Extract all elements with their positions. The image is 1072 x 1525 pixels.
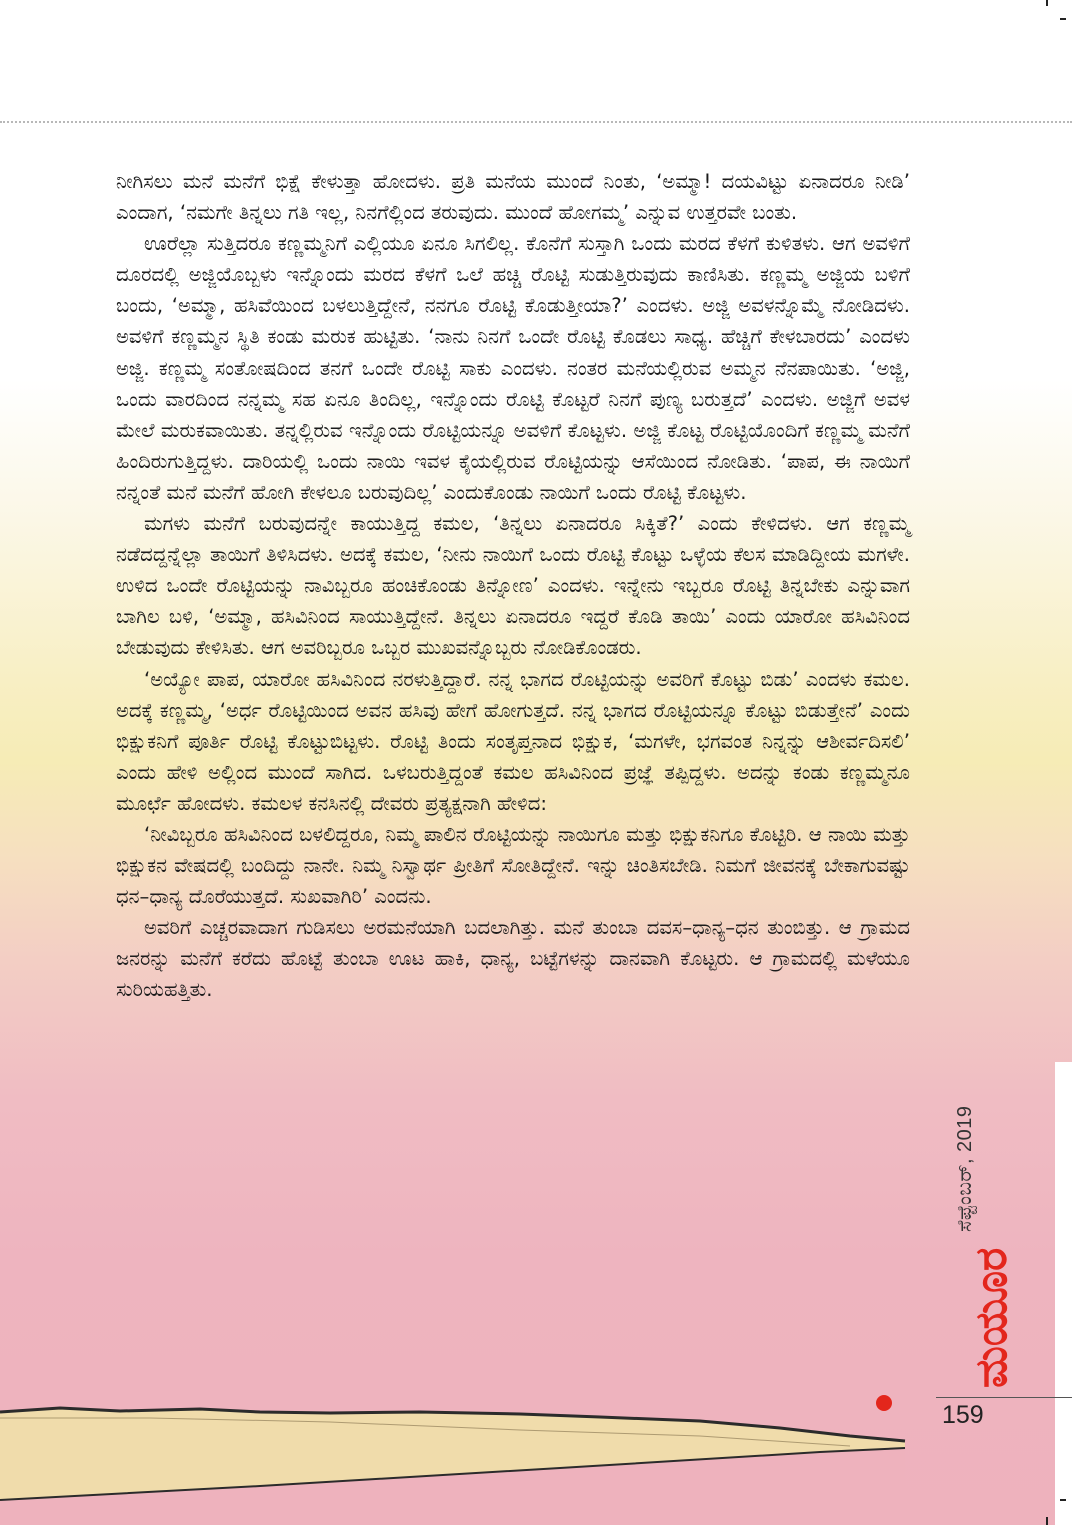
paragraph: ನೀಗಿಸಲು ಮನೆ ಮನೆಗೆ ಭಿಕ್ಷೆ ಕೇಳುತ್ತಾ ಹೋದಳು. ಪ್ರತಿ ಮನೆಯ ಮುಂದೆ ನಿಂತು, ‘ಅಮ್ಮಾ! ದಯವಿಟ್ಟು ಏನಾದರೂ ನೀಡಿ’ ಎಂದಾಗ, ‘ನಮಗೇ ತಿನ್ನಲು ಗತಿ ಇಲ್ಲ, ನಿನಗೆಲ್ಲಿಂದ ತರುವುದು. ಮುಂದೆ ಹೋಗಮ್ಮ’ ಎನ್ನುವ ಉತ್ತರವೇ ಬಂತು. xyxy=(116,170,910,225)
crop-mark xyxy=(1046,1517,1048,1525)
magazine-logo: ಮಯೂರ xyxy=(966,1247,1017,1388)
page-number-rule xyxy=(936,1397,1072,1398)
paragraph: ‘ನೀವಿಬ್ಬರೂ ಹಸಿವಿನಿಂದ ಬಳಲಿದ್ದರೂ, ನಿಮ್ಮ ಪಾಲಿನ ರೊಟ್ಟಿಯನ್ನು ನಾಯಿಗೂ ಮತ್ತು ಭಿಕ್ಷುಕನಿಗೂ ಕೊಟ್ಟಿರಿ. ಆ ನಾಯಿ ಮತ್ತು ಭಿಕ್ಷುಕನ ವೇಷದಲ್ಲಿ ಬಂದಿದ್ದು ನಾನೇ. ನಿಮ್ಮ ನಿಸ್ವಾರ್ಥ ಪ್ರೀತಿಗೆ ಸೋತಿದ್ದೇನೆ. ಇನ್ನು ಚಿಂತಿಸಬೇಡಿ. ನಿಮಗೆ ಜೀವನಕ್ಕೆ ಬೇಕಾಗುವಷ್ಟು ಧನ–ಧಾನ್ಯ ದೊರೆಯುತ್ತದೆ. ಸುಖವಾಗಿರಿ’ ಎಂದನು. xyxy=(116,822,910,909)
paragraph: ಮಗಳು ಮನೆಗೆ ಬರುವುದನ್ನೇ ಕಾಯುತ್ತಿದ್ದ ಕಮಲ, ‘ತಿನ್ನಲು ಏನಾದರೂ ಸಿಕ್ಕಿತೆ?’ ಎಂದು ಕೇಳಿದಳು. ಆಗ ಕಣ್ಣಮ್ಮ ನಡೆದದ್ದನ್ನೆಲ್ಲಾ ತಾಯಿಗೆ ತಿಳಿಸಿದಳು. ಅದಕ್ಕೆ ಕಮಲ, ‘ನೀನು ನಾಯಿಗೆ ಒಂದು ರೊಟ್ಟಿ ಕೊಟ್ಟು ಒಳ್ಳೆಯ ಕೆಲಸ ಮಾಡಿದ್ದೀಯ ಮಗಳೇ. ಉಳಿದ ಒಂದೇ ರೊಟ್ಟಿಯನ್ನು ನಾವಿಬ್ಬರೂ ಹಂಚಿಕೊಂಡು ತಿನ್ನೋಣ’ ಎಂದಳು. ಇನ್ನೇನು ಇಬ್ಬರೂ ರೊಟ್ಟಿ ತಿನ್ನಬೇಕು ಎನ್ನುವಾಗ ಬಾಗಿಲ ಬಳಿ, ‘ಅಮ್ಮಾ, ಹಸಿವಿನಿಂದ ಸಾಯುತ್ತಿದ್ದೇನೆ. ತಿನ್ನಲು ಏನಾದರೂ ಇದ್ದರೆ ಕೊಡಿ ತಾಯಿ’ ಎಂದು ಯಾರೋ ಹಸಿವಿನಿಂದ ಬೇಡುವುದು ಕೇಳಿಸಿತು. ಆಗ ಅವರಿಬ್ಬರೂ ಒಬ್ಬರ ಮುಖವನ್ನೊಬ್ಬರು ನೋಡಿಕೊಂಡರು. xyxy=(116,512,910,660)
crop-mark xyxy=(1060,1499,1066,1501)
crop-mark xyxy=(1046,0,1048,6)
top-margin xyxy=(0,0,1072,118)
issue-date: ಸೆಪ್ಟೆಂಬರ್, 2019 xyxy=(954,1105,976,1232)
header-dotted-rule xyxy=(0,121,1072,123)
red-dot-icon xyxy=(876,1395,892,1411)
story-body xyxy=(116,166,910,1006)
page-number: 159 xyxy=(942,1401,984,1429)
right-margin-strip xyxy=(1055,1062,1072,1525)
paragraph: ‘ಅಯ್ಯೋ ಪಾಪ, ಯಾರೋ ಹಸಿವಿನಿಂದ ನರಳುತ್ತಿದ್ದಾರೆ. ನನ್ನ ಭಾಗದ ರೊಟ್ಟಿಯನ್ನು ಅವರಿಗೆ ಕೊಟ್ಟು ಬಿಡು’ ಎಂದಳು ಕಮಲ. ಅದಕ್ಕೆ ಕಣ್ಣಮ್ಮ, ‘ಅರ್ಧ ರೊಟ್ಟಿಯಿಂದ ಅವನ ಹಸಿವು ಹೇಗೆ ಹೋಗುತ್ತದೆ. ನನ್ನ ಭಾಗದ ರೊಟ್ಟಿಯನ್ನೂ ಕೊಟ್ಟು ಬಿಡುತ್ತೇನೆ’ ಎಂದು ಭಿಕ್ಷುಕನಿಗೆ ಪೂರ್ತಿ ರೊಟ್ಟಿ ಕೊಟ್ಟುಬಿಟ್ಟಳು. ರೊಟ್ಟಿ ತಿಂದು ಸಂತೃಪ್ತನಾದ ಭಿಕ್ಷುಕ, ‘ಮಗಳೇ, ಭಗವಂತ ನಿನ್ನನ್ನು ಆಶೀರ್ವದಿಸಲಿ’ ಎಂದು ಹೇಳಿ ಅಲ್ಲಿಂದ ಮುಂದೆ ಸಾಗಿದ. ಒಳಬರುತ್ತಿದ್ದಂತೆ ಕಮಲ ಹಸಿವಿನಿಂದ ಪ್ರಜ್ಞೆ ತಪ್ಪಿದ್ದಳು. ಅದನ್ನು ಕಂಡು ಕಣ್ಣಮ್ಮನೂ ಮೂರ್ಛೆ ಹೋದಳು. ಕಮಲಳ ಕನಸಿನಲ್ಲಿ ದೇವರು ಪ್ರತ್ಯಕ್ಷನಾಗಿ ಹೇಳಿದ: xyxy=(116,667,910,815)
paragraph: ಊರೆಲ್ಲಾ ಸುತ್ತಿದರೂ ಕಣ್ಣಮ್ಮನಿಗೆ ಎಲ್ಲಿಯೂ ಏನೂ ಸಿಗಲಿಲ್ಲ. ಕೊನೆಗೆ ಸುಸ್ತಾಗಿ ಒಂದು ಮರದ ಕೆಳಗೆ ಕುಳಿತಳು. ಆಗ ಅವಳಿಗೆ ದೂರದಲ್ಲಿ ಅಜ್ಜಿಯೊಬ್ಬಳು ಇನ್ನೊಂದು ಮರದ ಕೆಳಗೆ ಒಲೆ ಹಚ್ಚಿ ರೊಟ್ಟಿ ಸುಡುತ್ತಿರುವುದು ಕಾಣಿಸಿತು. ಕಣ್ಣಮ್ಮ ಅಜ್ಜಿಯ ಬಳಿಗೆ ಬಂದು, ‘ಅಮ್ಮಾ, ಹಸಿವೆಯಿಂದ ಬಳಲುತ್ತಿದ್ದೇನೆ, ನನಗೂ ರೊಟ್ಟಿ ಕೊಡುತ್ತೀಯಾ?’ ಎಂದಳು. ಅಜ್ಜಿ ಅವಳನ್ನೊಮ್ಮೆ ನೋಡಿದಳು. ಅವಳಿಗೆ ಕಣ್ಣಮ್ಮನ ಸ್ಥಿತಿ ಕಂಡು ಮರುಕ ಹುಟ್ಟಿತು. ‘ನಾನು ನಿನಗೆ ಒಂದೇ ರೊಟ್ಟಿ ಕೊಡಲು ಸಾಧ್ಯ. ಹೆಚ್ಚಿಗೆ ಕೇಳಬಾರದು’ ಎಂದಳು ಅಜ್ಜಿ. ಕಣ್ಣಮ್ಮ ಸಂತೋಷದಿಂದ ತನಗೆ ಒಂದೇ ರೊಟ್ಟಿ ಸಾಕು ಎಂದಳು. ನಂತರ ಮನೆಯಲ್ಲಿರುವ ಅಮ್ಮನ ನೆನಪಾಯಿತು. ‘ಅಜ್ಜಿ, ಒಂದು ವಾರದಿಂದ ನನ್ನಮ್ಮ ಸಹ ಏನೂ ತಿಂದಿಲ್ಲ, ಇನ್ನೊಂದು ರೊಟ್ಟಿ ಕೊಟ್ಟರೆ ನಿನಗೆ ಪುಣ್ಯ ಬರುತ್ತದೆ’ ಎಂದಳು. ಅಜ್ಜಿಗೆ ಅವಳ ಮೇಲೆ ಮರುಕವಾಯಿತು. ತನ್ನಲ್ಲಿರುವ ಇನ್ನೊಂದು ರೊಟ್ಟಿಯನ್ನೂ ಅವಳಿಗೆ ಕೊಟ್ಟಳು. ಅಜ್ಜಿ ಕೊಟ್ಟ ರೊಟ್ಟಿಯೊಂದಿಗೆ ಕಣ್ಣಮ್ಮ ಮನೆಗೆ ಹಿಂದಿರುಗುತ್ತಿದ್ದಳು. ದಾರಿಯಲ್ಲಿ ಒಂದು ನಾಯಿ ಇವಳ ಕೈಯಲ್ಲಿರುವ ರೊಟ್ಟಿಯನ್ನು ಆಸೆಯಿಂದ ನೋಡಿತು. ‘ಪಾಪ, ಈ ನಾಯಿಗೆ ನನ್ನಂತೆ ಮನೆ ಮನೆಗೆ ಹೋಗಿ ಕೇಳಲೂ ಬರುವುದಿಲ್ಲ’ ಎಂದುಕೊಂಡು ನಾಯಿಗೆ ಒಂದು ರೊಟ್ಟಿ ಕೊಟ್ಟಳು. xyxy=(116,232,910,504)
crop-mark xyxy=(1060,18,1066,20)
paragraph: ಅವರಿಗೆ ಎಚ್ಚರವಾದಾಗ ಗುಡಿಸಲು ಅರಮನೆಯಾಗಿ ಬದಲಾಗಿತ್ತು. ಮನೆ ತುಂಬಾ ದವಸ–ಧಾನ್ಯ–ಧನ ತುಂಬಿತ್ತು. ಆ ಗ್ರಾಮದ ಜನರನ್ನು ಮನೆಗೆ ಕರೆದು ಹೊಟ್ಟೆ ತುಂಬಾ ಊಟ ಹಾಕಿ, ಧಾನ್ಯ, ಬಟ್ಟೆಗಳನ್ನು ದಾನವಾಗಿ ಕೊಟ್ಟರು. ಆ ಗ್ರಾಮದಲ್ಲಿ ಮಳೆಯೂ ಸುರಿಯಹತ್ತಿತು. xyxy=(116,916,910,1002)
